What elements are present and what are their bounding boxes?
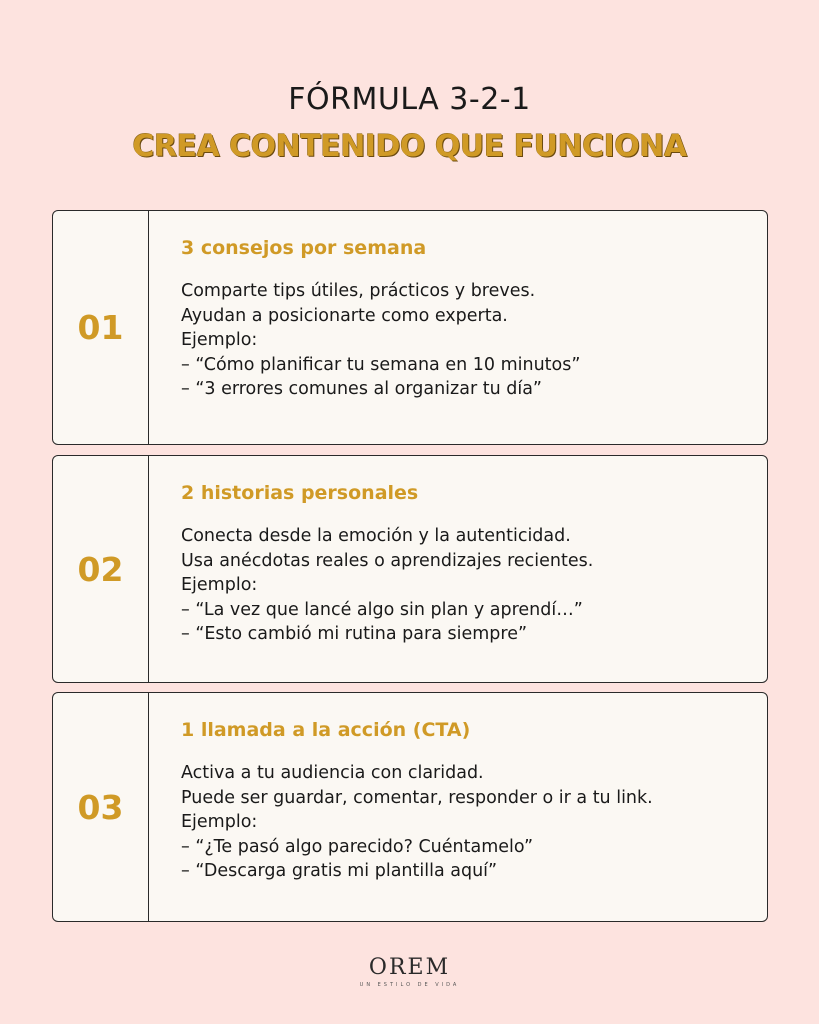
- logo-tagline: UN ESTILO DE VIDA: [359, 982, 460, 988]
- card-line: Ejemplo:: [181, 812, 258, 832]
- header: [0, 82, 819, 164]
- card-line: Puede ser guardar, comentar, responder o ir a tu link.: [181, 787, 653, 808]
- card-line: – “La vez que lancé algo sin plan y aprendí…”: [181, 599, 583, 620]
- card-heading: 1 llamada a la acción (CTA): [181, 719, 471, 741]
- card-body: [149, 456, 767, 682]
- card-number: 01: [53, 211, 149, 444]
- card-body: [149, 211, 767, 444]
- page-title: FÓRMULA 3-2-1: [288, 82, 531, 117]
- card-line: Usa anécdotas reales o aprendizajes recientes.: [181, 550, 594, 571]
- card-line: Ejemplo:: [181, 575, 258, 595]
- card-line: – “¿Te pasó algo parecido? Cuéntamelo”: [181, 836, 534, 857]
- card-body: [149, 693, 767, 921]
- card-line: – “3 errores comunes al organizar tu día”: [181, 379, 542, 399]
- card-line: Activa a tu audiencia con claridad.: [181, 763, 484, 783]
- card-number: 02: [53, 456, 149, 682]
- card-line: Ejemplo:: [181, 330, 258, 350]
- card-line: Conecta desde la emoción y la autenticidad.: [181, 526, 571, 546]
- formula-card-1: [52, 210, 768, 445]
- card-line: – “Descarga gratis mi plantilla aquí”: [181, 861, 498, 881]
- brand-logo: [0, 955, 819, 988]
- logo-wordmark: OREM: [368, 955, 451, 980]
- card-line: Ayudan a posicionarte como experta.: [181, 305, 508, 326]
- card-number: 03: [53, 693, 149, 921]
- card-line: – “Cómo planificar tu semana en 10 minutos”: [181, 354, 581, 375]
- card-heading: 2 historias personales: [181, 482, 419, 504]
- formula-card-3: [52, 692, 768, 922]
- card-line: – “Esto cambió mi rutina para siempre”: [181, 624, 528, 644]
- page-headline: CREA CONTENIDO QUE FUNCIONA: [132, 129, 687, 164]
- card-heading: 3 consejos por semana: [181, 237, 427, 259]
- card-line: Comparte tips útiles, prácticos y breves.: [181, 281, 536, 301]
- formula-card-2: [52, 455, 768, 683]
